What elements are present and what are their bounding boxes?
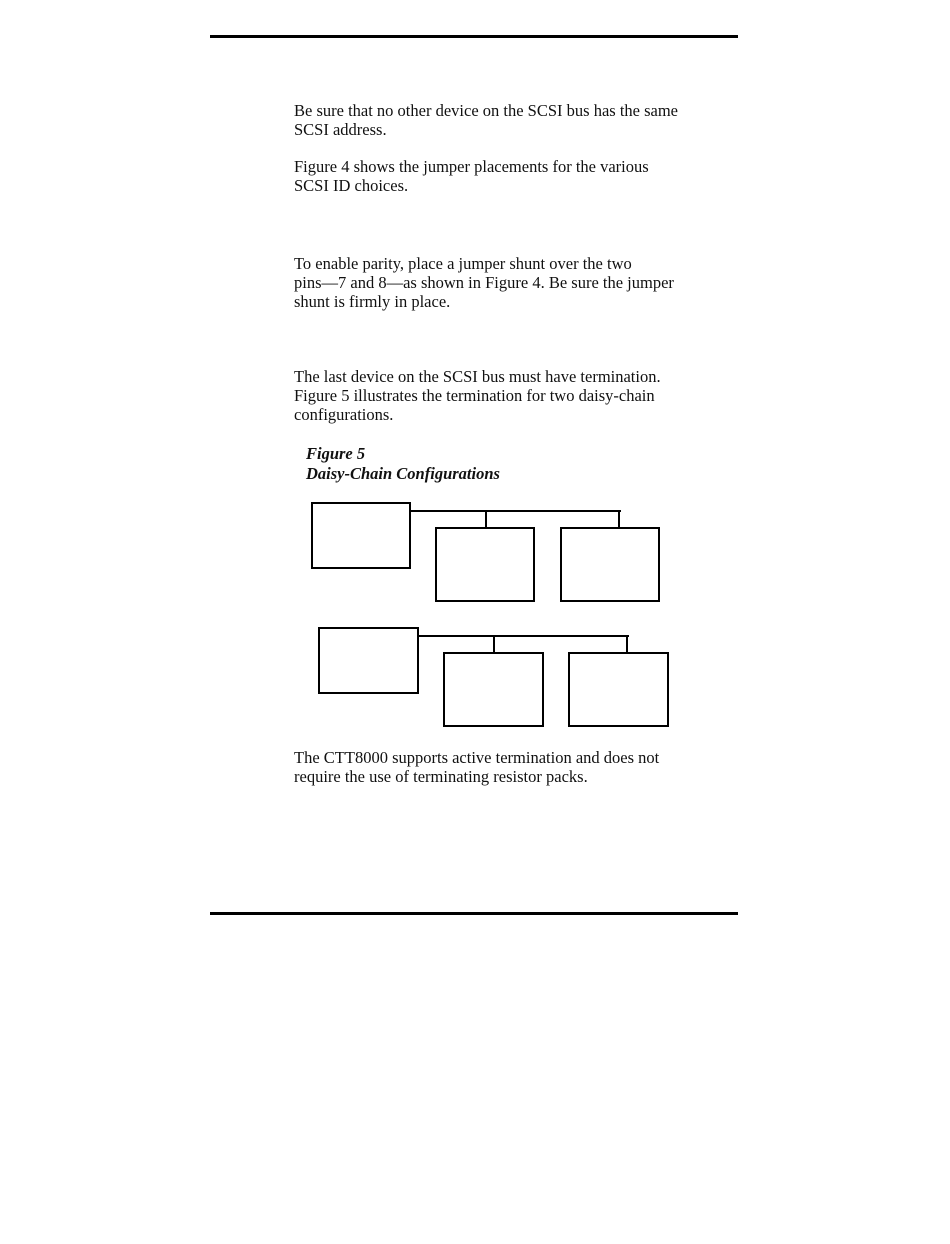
top-rule xyxy=(210,35,738,38)
drop-line xyxy=(493,635,495,652)
bottom-rule xyxy=(210,912,738,915)
device-box xyxy=(568,652,669,727)
host-box-1 xyxy=(311,502,411,569)
paragraph-active-termination xyxy=(294,748,744,786)
daisy-chain-diagram xyxy=(300,495,680,735)
bus-line-1 xyxy=(411,510,621,512)
text-line: Figure 4 shows the jumper placements for the various xyxy=(294,157,649,176)
text-line: require the use of terminating resistor packs. xyxy=(294,767,588,786)
paragraph-parity xyxy=(294,254,744,311)
text-line: The last device on the SCSI bus must have termination. xyxy=(294,367,661,386)
figure-number: Figure 5 xyxy=(306,444,366,463)
bus-line-2 xyxy=(419,635,629,637)
text-line: SCSI address. xyxy=(294,120,387,139)
text-line: The CTT8000 supports active termination and does not xyxy=(294,748,660,767)
device-box xyxy=(435,527,535,602)
host-box-2 xyxy=(318,627,419,694)
device-box xyxy=(560,527,660,602)
text-line: Figure 5 illustrates the termination for two daisy-chain xyxy=(294,386,655,405)
figure-title: Daisy-Chain Configurations xyxy=(306,464,500,483)
device-box xyxy=(443,652,544,727)
text-line: configurations. xyxy=(294,405,394,424)
text-line: shunt is firmly in place. xyxy=(294,292,451,311)
paragraph-termination xyxy=(294,367,744,424)
figure-caption xyxy=(306,444,500,484)
paragraph-scsi-address xyxy=(294,101,744,139)
drop-line xyxy=(626,635,628,652)
text-line: SCSI ID choices. xyxy=(294,176,409,195)
paragraph-jumper-placements xyxy=(294,157,744,195)
drop-line xyxy=(485,510,487,527)
text-line: pins—7 and 8—as shown in Figure 4. Be sure the jumper xyxy=(294,273,674,292)
text-line: Be sure that no other device on the SCSI bus has the same xyxy=(294,101,679,120)
text-line: To enable parity, place a jumper shunt over the two xyxy=(294,254,632,273)
drop-line xyxy=(618,510,620,527)
